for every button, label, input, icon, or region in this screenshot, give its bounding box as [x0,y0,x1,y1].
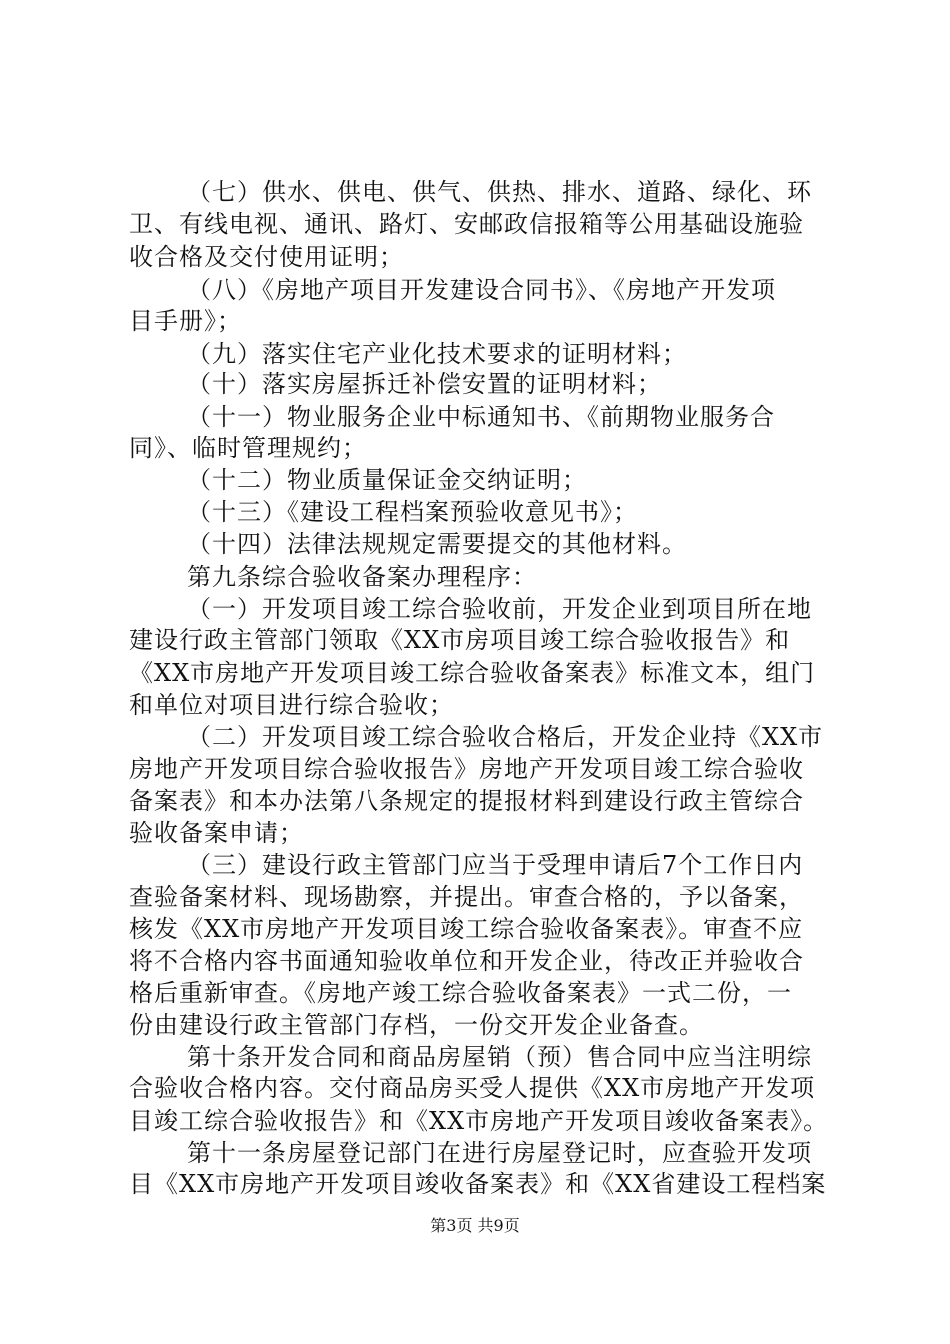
text-line: 目手册》； [129,307,242,335]
text-line: 查验备案材料、现场勘察，并提出。审查合格的，予以备案， [129,883,804,911]
text-line: 核发《XX市房地产开发项目竣工综合验收备案表》。审查不应 [129,915,804,943]
text-line: 《XX市房地产开发项目竣工综合验收备案表》标准文本，组门 [129,659,816,687]
text-line: 备案表》和本办法第八条规定的提报材料到建设行政主管综合 [129,787,804,815]
text-line: （十一）物业服务企业中标通知书、《前期物业服务合 [187,403,775,431]
text-line: 目竣工综合验收报告》和《XX市房地产开发项目竣收备案表》。 [129,1107,829,1135]
text-line: （三）建设行政主管部门应当于受理申请后7个工作日内 [187,851,804,879]
text-line: 收合格及交付使用证明； [129,243,404,271]
text-line: 合验收合格内容。交付商品房买受人提供《XX市房地产开发项 [129,1074,816,1102]
page-number-footer: 第3页 共9页 [430,1216,520,1235]
text-line: 验收备案申请； [129,819,304,847]
text-line: （十三）《建设工程档案预验收意见书》； [187,498,638,526]
text-line: 房地产开发项目综合验收报告》房地产开发项目竣工综合验收 [129,755,804,783]
text-line: （七）供水、供电、供气、供热、排水、道路、绿化、环 [187,178,812,206]
text-line: 格后重新审查。《房地产竣工综合验收备案表》一式二份，一 [129,979,792,1007]
text-line: （十四）法律法规规定需要提交的其他材料。 [187,530,687,558]
text-line: 份由建设行政主管部门存档，一份交开发企业备查。 [129,1011,704,1039]
text-line: 第十条开发合同和商品房屋销（预）售合同中应当注明综 [187,1043,812,1071]
text-line: 目《XX市房地产开发项目竣收备案表》和《XX省建设工程档案 [129,1170,827,1198]
text-line: （十）落实房屋拆迁补偿安置的证明材料； [187,370,662,398]
text-line: （九）落实住宅产业化技术要求的证明材料； [187,340,687,368]
text-line: 卫、有线电视、通讯、路灯、安邮政信报箱等公用基础设施验 [129,210,804,238]
text-line: 第九条综合验收备案办理程序： [187,563,537,591]
text-line: （二）开发项目竣工综合验收合格后，开发企业持《XX市 [187,723,824,751]
text-line: 建设行政主管部门领取《XX市房项目竣工综合验收报告》和 [129,626,791,654]
text-line: 第十一条房屋登记部门在进行房屋登记时，应查验开发项 [187,1139,812,1167]
text-line: 同》、临时管理规约； [129,434,367,462]
text-line: 和单位对项目进行综合验收； [129,691,454,719]
text-line: （一）开发项目竣工综合验收前，开发企业到项目所在地 [187,595,812,623]
text-line: （八）《房地产项目开发建设合同书》、《房地产开发项 [187,276,776,304]
text-line: （十二）物业质量保证金交纳证明； [187,466,587,494]
text-line: 将不合格内容书面通知验收单位和开发企业，待改正并验收合 [129,947,804,975]
